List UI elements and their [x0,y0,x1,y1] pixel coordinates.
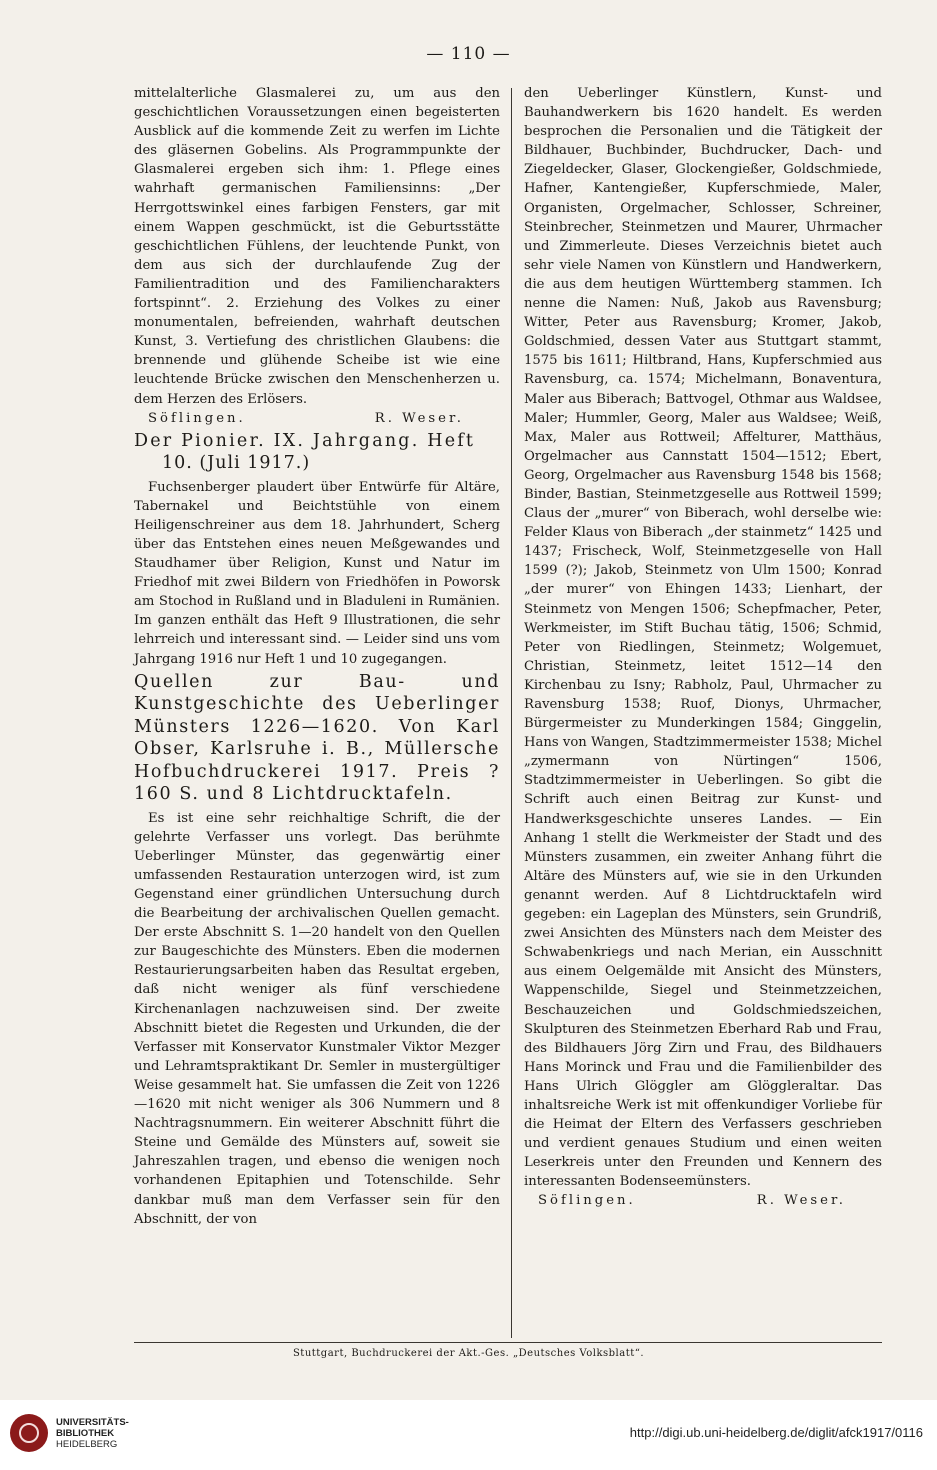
left-paragraph-1: mittelalterliche Glasmalerei zu, um aus den geschichtlichen Voraussetzungen einen begeisterten Ausblick auf die kommende Zeit zu werfen im Lichte des gläsernen Gobelins. Als Programmpunkte der Glasmalerei ergeben sich ihm: 1. Pflege eines wahrhaft germanischen Familiensinns: „Der Herrgottswinkel eines farbigen Fensters, gar mit einem Wappen geschmückt, ist die Geburtsstätte geschichtlichen Fühlens, der leuchtende Punkt, von dem aus sich der durchlaufende Zug der Familientradition und des Familiencharakters fortspinnt“. 2. Erziehung des Volkes zu einer monumentalen, befreienden, wahrhaft deutschen Kunst, 3. Vertiefung des christlichen Glaubens: die brennende und glühende Scheibe ist wie eine leuchtende Brücke zwischen den Menschenherzen u. dem Herzen des Erlösers. [134,86,500,407]
signature-place: Söflingen. [538,1193,636,1209]
printer-imprint: Stuttgart, Buchdruckerei der Akt.-Ges. „Deutsches Volksblatt“. [292,1348,645,1359]
left-column [134,84,500,1229]
signature-place: Söflingen. [148,410,246,426]
review-heading-pionier [134,430,500,475]
left-paragraph-2: Fuchsenberger plaudert über Entwürfe für Altäre, Tabernakel und Beichtstühle von einem Heiligenschreiner aus dem 18. Jahrhundert, Scherg über das Entstehen eines neuen Meßgewandes und Staudhamer über Religion, Kunst und Natur im Friedhof mit zwei Bildern von Friedhöfen in Poworsk am Stochod in Rußland und in Bladuleni in Rumänien. Im ganzen enthält das Heft 9 Illustrationen, die sehr lehrreich und interessant sind. — Leider sind uns vom Jahrgang 1916 nur Heft 1 und 10 zugegangen. [134,479,500,667]
library-logo[interactable] [10,1414,129,1452]
column-divider [511,88,512,1338]
heading-main: Der Pionier. IX. Jahrgang. Heft [134,430,476,451]
signature-name: R. Weser. [756,1193,846,1209]
heading-sub: 10. (Juli 1917.) [162,453,311,474]
right-paragraph-1: den Ueberlinger Künstlern, Kunst- und Bauhandwerkern bis 1620 handelt. Es werden besprochen die Personalien und die Tätigkeit der Bildhauer, Buchbinder, Buchdrucker, Dach- und Ziegeldecker, Glaser, Glockengießer, Goldschmiede, Hafner, Kantengießer, Kupferschmiede, Maler, Organisten, Orgelmacher, Schlosser, Schreiner, Steinbrecher, Steinmetzen und Maurer, Uhrmacher und Zimmerleute. Dieses Verzeichnis bietet auch sehr viele Namen von Künstlern und Handwerkern, die aus dem heutigen Württemberg stammen. Ich nenne die Namen: Nuß, Jakob aus Ravensburg; Witter, Peter aus Ravensburg; Kromer, Jakob, Goldschmied, dessen Vater aus Stuttgart stammt, 1575 bis 1611; Hiltbrand, Hans, Kupferschmied aus Ravensburg, ca. 1574; Michelmann, Bonaventura, Maler aus Biberach; Battvogel, Othmar aus Waldsee, Maler; Hummler, Georg, Maler aus Waldsee; Weiß, Max, Maler aus Rottweil; Affelturer, Matthäus, Orgelmacher aus Cannstatt 1504—1512; Ebert, Georg, Orgelmacher aus Ravensburg 1548 bis 1568; Binder, Bastian, Steinmetzgeselle aus Rottweil 1599; Claus der „murer“ von Biberach, wohl derselbe wie: Felder Klaus von Biberach „der stainmetz“ 1425 und 1437; Frischeck, Wolf, Steinmetzgeselle von Hall 1599 (?); Jakob, Steinmetz von Ulm 1500; Konrad „der murer“ von Ehingen 1433; Lienhart, der Steinmetz von Mengen 1506; Schepfmacher, Peter, Werkmeister, im Stift Buchau tätig, 1506; Schmid, Peter von Riedlingen, Steinmetz; Wolgemuet, Christian, Steinmetz, leitet 1512—14 den Kirchenbau zu Isny; Rabholz, Paul, Uhrmacher zu Ravensburg 1538; Ruof, Dionys, Uhrmacher, Bürgermeister zu Munderkingen 1584; Ginggelin, Hans von Wangen, Stadtzimmermeister 1538; Michel „zymermann von Nürtingen“ 1506, Stadtzimmermeister in Ueberlingen. So gibt die Schrift auch einen Beitrag zur Kunst- und Handwerksgeschichte unseres Landes. — Ein Anhang 1 stellt die Werkmeister der Stadt und des Münsters zusammen, ein zweiter Anhang führt die Altäre des Münsters auf, wie sie in den Urkunden genannt werden. Auf 8 Lichtdrucktafeln wird gegeben: ein Lageplan des Münsters, sein Grundriß, zwei Ansichten des Münsters nach dem Meister des Schwabenkriegs und nach Merian, ein Ausschnitt aus einem Oelgemälde mit Ansicht des Münsters, Wappenschilde, Siegel und Steinmetzzeichen, Beschauzeichen und Goldschmiedszeichen, Skulpturen des Steinmetzen Eberhard Rab und Frau, des Bildhauers Jörg Zirn und Frau, des Bildhauers Hans Morinck und Frau und die Familienbilder des Hans Ulrich Glöggler am Glöggleraltar. Das inhaltsreiche Werk ist mit offenkundiger Vorliebe für die Heimat der Eltern des Verfassers geschrieben und verdient genaues Studium und einen weiten Leserkreis unter den Freunden und Kennern des interessanten Bodenseemünsters. [524,86,882,1190]
right-column [524,84,882,1211]
source-url-link[interactable]: http://digi.ub.uni-heidelberg.de/diglit/afck1917/0116 [629,1425,923,1440]
library-name: UNIVERSITÄTS- BIBLIOTHEK HEIDELBERG [56,1416,129,1450]
review-heading-quellen: Quellen zur Bau- und Kunstgeschichte des Ueberlinger Münsters 1226—1620. Von Karl Obser, Karlsruhe i. B., Müllersche Hofbuchdruckerei 1917. Preis ? 160 S. und 8 Lichtdrucktafeln. [134,671,500,805]
signature-1 [134,409,500,428]
left-paragraph-3: Es ist eine sehr reichhaltige Schrift, die der gelehrte Verfasser uns vorlegt. Das berühmte Ueberlinger Münster, das gegenwärtig einer umfassenden Restauration unterzogen wird, ist zum Gegenstand einer gründlichen Untersuchung durch die Bearbeitung der archivalischen Quellen gemacht. Der erste Abschnitt S. 1—20 handelt von den Quellen zur Baugeschichte des Münsters. Eben die modernen Restaurierungsarbeiten haben das Resultat ergeben, daß nicht weniger als fünf verschiedene Kirchenanlagen nachzuweisen sind. Der zweite Abschnitt bietet die Regesten und Urkunden, die der Verfasser mit Konservator Kunstmaler Viktor Mezger und Lehramtspraktikant Dr. Semler in mustergültiger Weise gesammelt hat. Sie umfassen die Zeit von 1226—1620 mit nicht weniger als 306 Nummern und 8 Nachtragsnummern. Ein weiterer Abschnitt führt die Steine und Gemälde des Münsters auf, soweit sie Jahreszahlen tragen, und ebenso die wenigen noch vorhandenen Epitaphien und Totenschilde. Sehr dankbar muß man dem Verfasser sein für den Abschnitt, der von [134,810,500,1227]
university-seal-icon [10,1414,48,1452]
footer-rule [134,1342,882,1343]
signature-2 [524,1191,882,1210]
page-number: — 110 — [426,44,511,64]
signature-name: R. Weser. [374,410,464,426]
